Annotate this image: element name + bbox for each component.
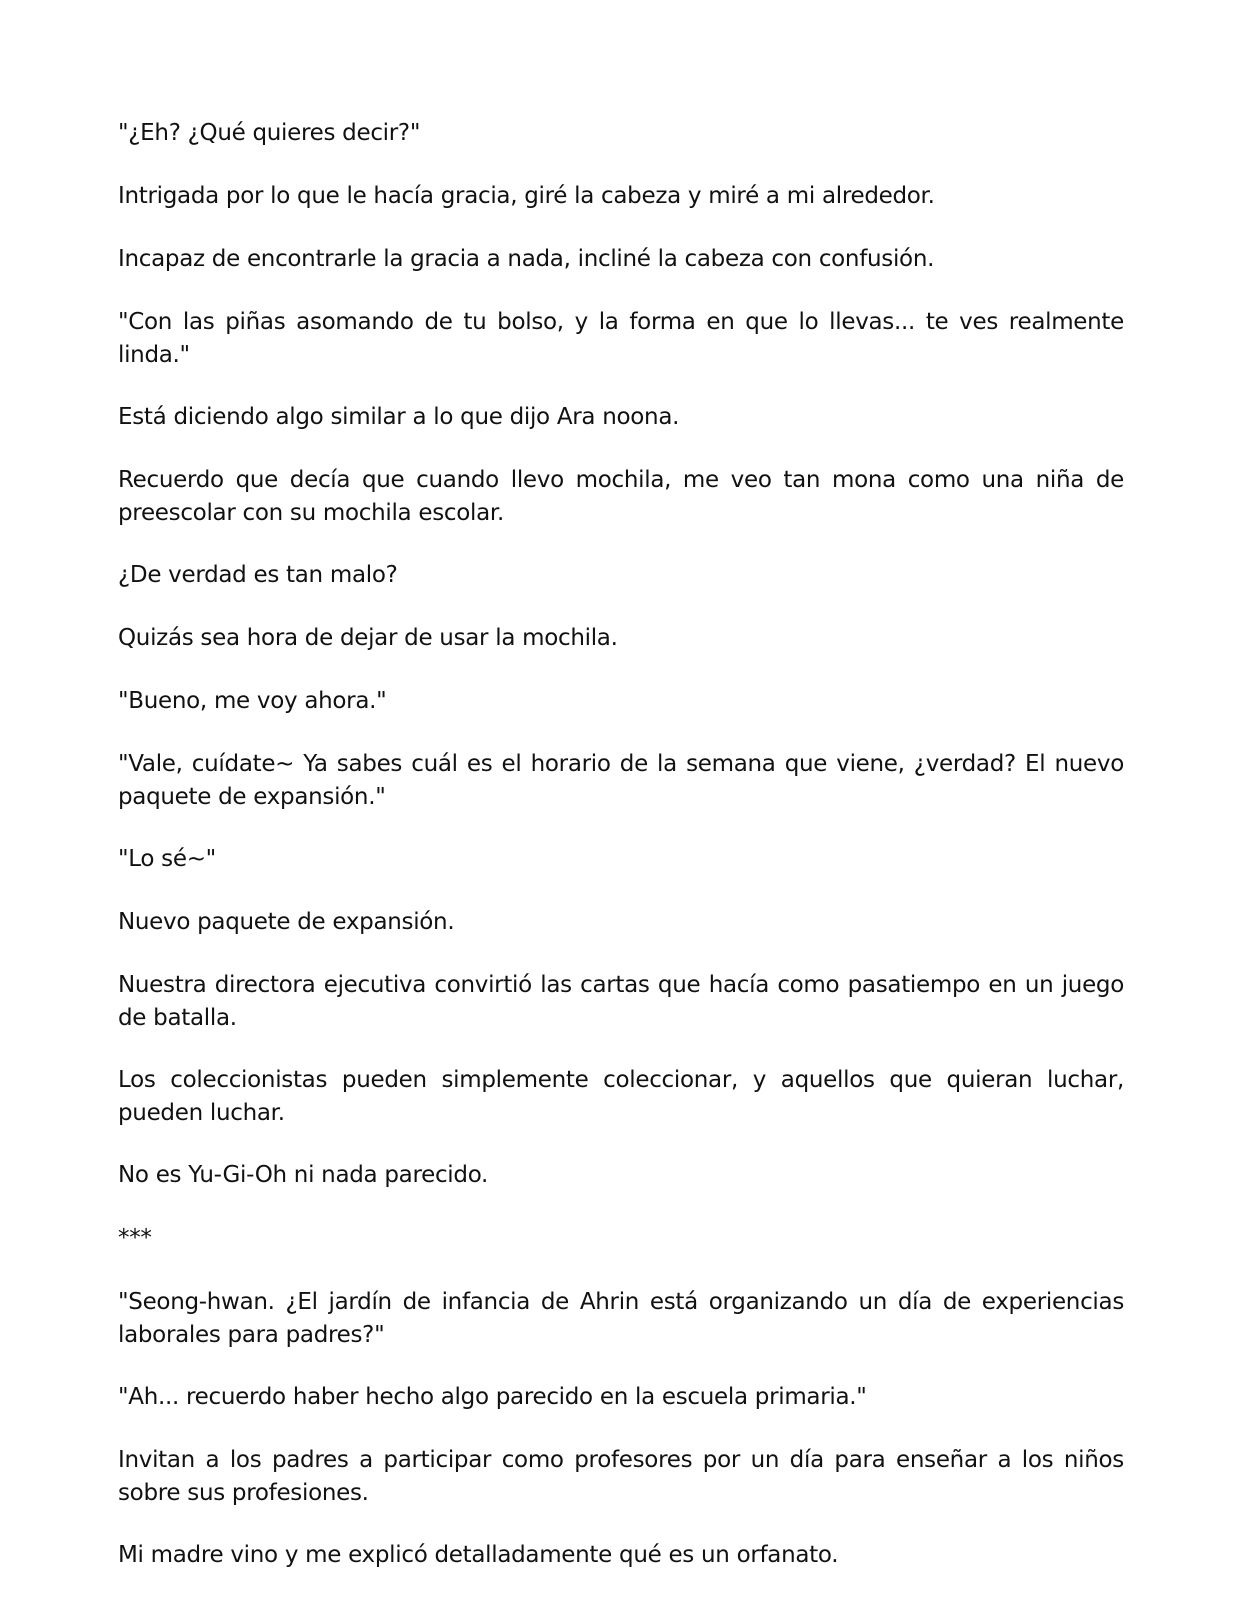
paragraph-1: "¿Eh? ¿Qué quieres decir?" xyxy=(118,120,421,146)
paragraph-17: "Ah... recuerdo haber hecho algo parecido en la escuela primaria." xyxy=(118,1384,867,1410)
paragraph-18: Invitan a los padres a participar como profesores por un día para enseñar a los niños sobre sus profesiones. xyxy=(118,1447,1124,1506)
paragraph-6: Recuerdo que decía que cuando llevo mochila, me veo tan mona como una niña de preescolar con su mochila escolar. xyxy=(118,467,1124,526)
paragraph-7: ¿De verdad es tan malo? xyxy=(118,562,398,588)
paragraph-13: Nuestra directora ejecutiva convirtió las cartas que hacía como pasatiempo en un juego de batalla. xyxy=(118,972,1124,1031)
paragraph-2: Intrigada por lo que le hacía gracia, giré la cabeza y miré a mi alrededor. xyxy=(118,183,935,209)
paragraph-10: "Vale, cuídate~ Ya sabes cuál es el horario de la semana que viene, ¿verdad? El nuevo paquete de expansión." xyxy=(118,751,1124,810)
paragraph-8: Quizás sea hora de dejar de usar la mochila. xyxy=(118,625,618,651)
paragraph-4: "Con las piñas asomando de tu bolso, y la forma en que lo llevas... te ves realmente linda." xyxy=(118,309,1124,368)
paragraph-12: Nuevo paquete de expansión. xyxy=(118,909,455,935)
paragraph-5: Está diciendo algo similar a lo que dijo Ara noona. xyxy=(118,404,680,430)
paragraph-9: "Bueno, me voy ahora." xyxy=(118,688,387,714)
paragraph-14: Los coleccionistas pueden simplemente coleccionar, y aquellos que quieran luchar, pueden luchar. xyxy=(118,1067,1124,1126)
paragraph-3: Incapaz de encontrarle la gracia a nada, incliné la cabeza con confusión. xyxy=(118,246,935,272)
paragraph-16: "Seong-hwan. ¿El jardín de infancia de Ahrin está organizando un día de experiencias laborales para padres?" xyxy=(118,1289,1124,1348)
paragraph-11: "Lo sé~" xyxy=(118,846,216,872)
section-break: *** xyxy=(118,1225,152,1251)
paragraph-19: Mi madre vino y me explicó detalladamente qué es un orfanato. xyxy=(118,1542,839,1568)
paragraph-15: No es Yu-Gi-Oh ni nada parecido. xyxy=(118,1162,489,1188)
